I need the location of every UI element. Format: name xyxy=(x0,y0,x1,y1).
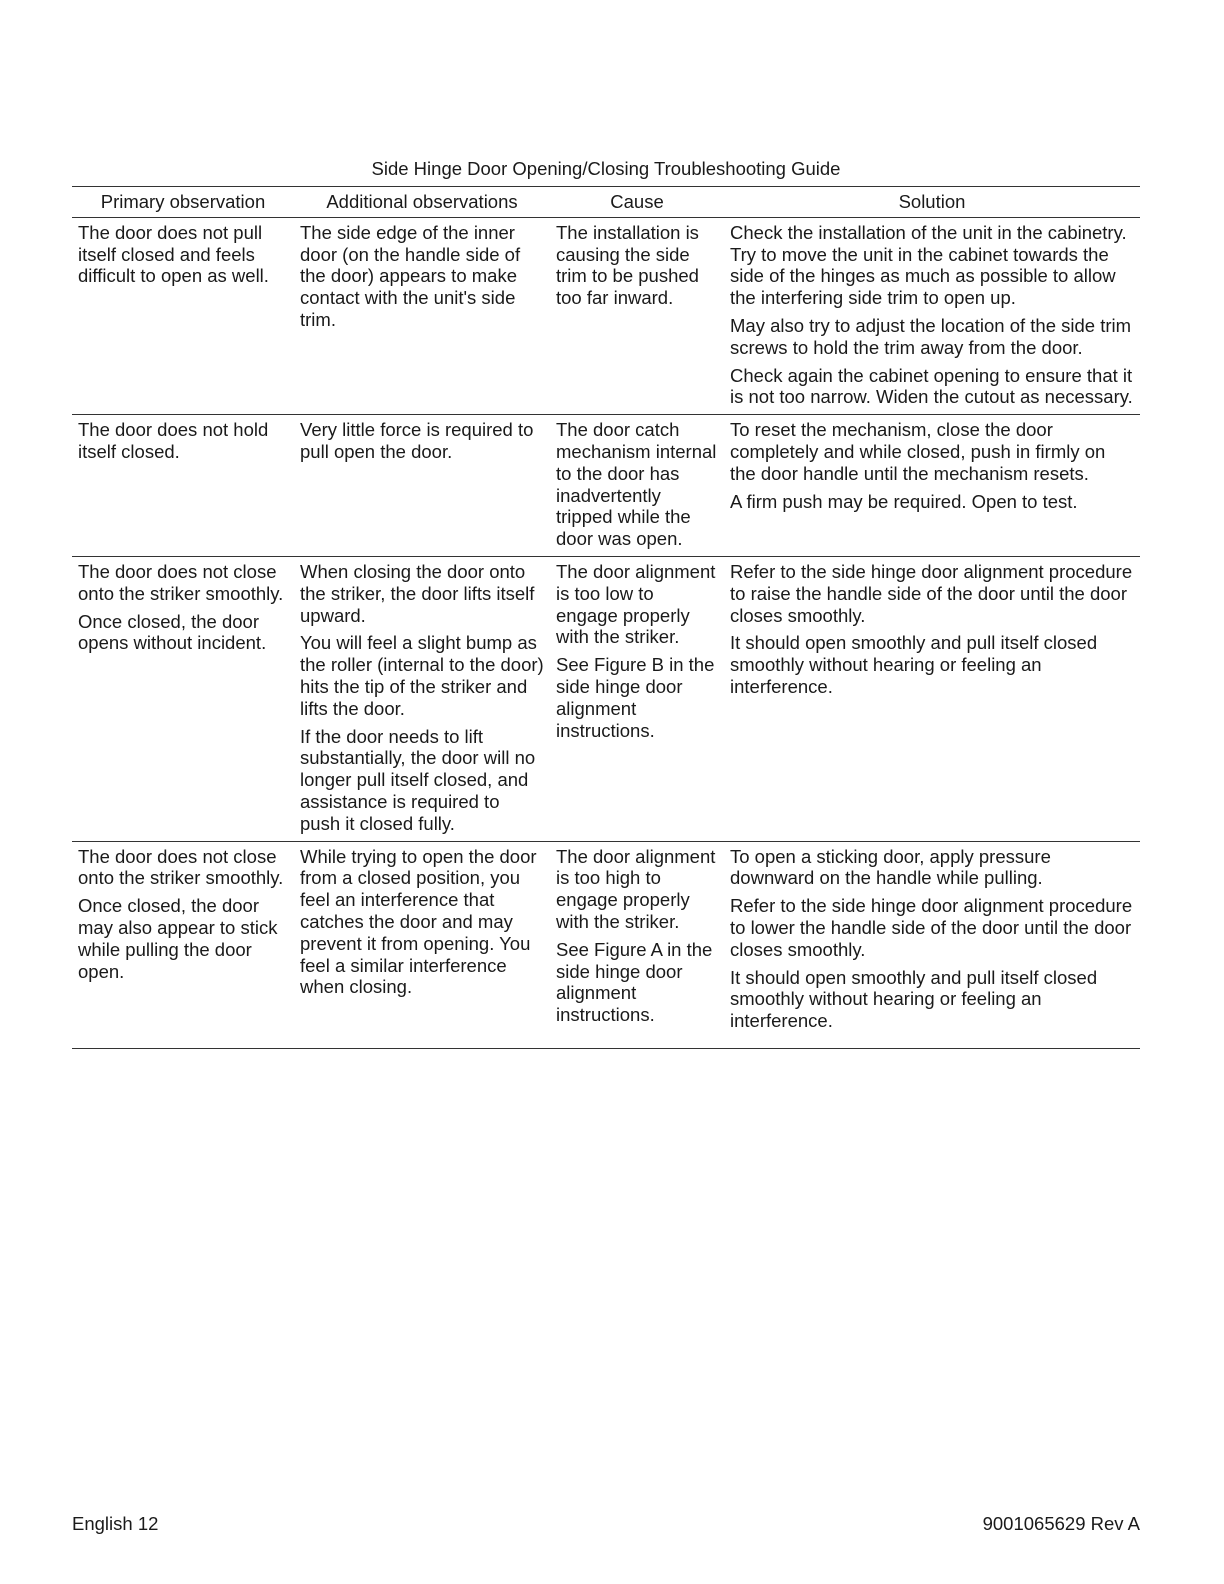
cell-paragraph: Refer to the side hinge door alignment procedure to lower the handle side of the door until the door closes smoothly. xyxy=(730,895,1133,960)
cell-paragraph: The door alignment is too low to engage properly with the striker. xyxy=(556,560,716,648)
solution-cell xyxy=(724,841,1140,1048)
cell-paragraph: The door alignment is too high to engage properly with the striker. xyxy=(556,845,716,932)
column-header-primary-observation: Primary observation xyxy=(100,191,266,212)
column-header-cause: Cause xyxy=(610,191,664,212)
cell-paragraph: When closing the door onto the striker, the door lifts itself upward. xyxy=(300,560,535,626)
cell-paragraph: It should open smoothly and pull itself closed smoothly without hearing or feeling an interference. xyxy=(730,632,1098,697)
cell-paragraph: The door does not close onto the striker smoothly. xyxy=(78,560,284,604)
cell-paragraph: Very little force is required to pull open the door. xyxy=(300,419,534,462)
cell-paragraph: Refer to the side hinge door alignment procedure to raise the handle side of the door until the door closes smoothly. xyxy=(730,560,1133,626)
cause-cell xyxy=(550,217,724,414)
cell-paragraph: The door does not close onto the striker smoothly. xyxy=(78,845,284,889)
cause-cell xyxy=(550,556,724,841)
cell-paragraph: The side edge of the inner door (on the handle side of the door) appears to make contact with the unit's side trim. xyxy=(300,221,521,330)
primary-observation-cell xyxy=(72,841,294,1048)
cell-paragraph: The installation is causing the side trim to be pushed too far inward. xyxy=(556,221,699,309)
cell-paragraph: Check the installation of the unit in the cabinetry. Try to move the unit in the cabinet towards the side of the hinges as much as possible to allow the interfering side trim to open up. xyxy=(730,221,1127,309)
primary-observation-cell xyxy=(72,556,294,841)
cell-paragraph: While trying to open the door from a closed position, you feel an interference that catches the door and may prevent it from opening. You feel a similar interference when closing. xyxy=(300,845,537,998)
column-header-solution: Solution xyxy=(898,191,966,212)
column-header-additional-observations: Additional observations xyxy=(326,191,518,212)
cell-paragraph: Check again the cabinet opening to ensure that it is not too narrow. Widen the cutout as necessary. xyxy=(730,364,1133,408)
cell-paragraph: The door does not hold itself closed. xyxy=(78,419,269,462)
cell-paragraph: It should open smoothly and pull itself closed smoothly without hearing or feeling an interference. xyxy=(730,966,1098,1032)
additional-observations-cell xyxy=(294,217,550,414)
cell-paragraph: May also try to adjust the location of the side trim screws to hold the trim away from the door. xyxy=(730,314,1132,358)
cell-paragraph: You will feel a slight bump as the roller (internal to the door) hits the tip of the striker and lifts the door. xyxy=(300,632,544,719)
cell-paragraph: Once closed, the door opens without incident. xyxy=(78,610,267,654)
page-title: Side Hinge Door Opening/Closing Troubleshooting Guide xyxy=(371,158,841,179)
footer-document-number: 9001065629 Rev A xyxy=(982,1513,1140,1534)
additional-observations-cell xyxy=(294,556,550,841)
cell-paragraph: Once closed, the door may also appear to stick while pulling the door open. xyxy=(78,895,278,982)
cell-paragraph: To reset the mechanism, close the door completely and while closed, push in firmly on the door handle until the mechanism resets. xyxy=(730,419,1106,484)
table-row xyxy=(72,841,1140,1048)
cause-cell xyxy=(550,841,724,1048)
cell-paragraph: To open a sticking door, apply pressure downward on the handle while pulling. xyxy=(730,845,1051,889)
primary-observation-cell xyxy=(72,415,294,557)
solution-cell xyxy=(724,217,1140,414)
troubleshooting-table xyxy=(72,186,1140,1049)
cell-paragraph: If the door needs to lift substantially, the door will no longer pull itself closed, and assistance is required to push it closed fully. xyxy=(300,725,536,834)
table-row xyxy=(72,415,1140,557)
table-row xyxy=(72,217,1140,414)
cell-paragraph: A firm push may be required. Open to test. xyxy=(730,490,1078,512)
footer-page-number: English 12 xyxy=(72,1513,159,1534)
solution-cell xyxy=(724,556,1140,841)
cell-paragraph: The door catch mechanism internal to the door has inadvertently tripped while the door was open. xyxy=(556,419,717,550)
table-header-row xyxy=(72,187,1140,218)
primary-observation-cell xyxy=(72,217,294,414)
table-row xyxy=(72,556,1140,841)
additional-observations-cell xyxy=(294,841,550,1048)
cell-paragraph: See Figure B in the side hinge door alignment instructions. xyxy=(556,654,715,741)
additional-observations-cell xyxy=(294,415,550,557)
cell-paragraph: See Figure A in the side hinge door alignment instructions. xyxy=(556,938,713,1026)
cell-paragraph: The door does not pull itself closed and feels difficult to open as well. xyxy=(78,221,269,287)
solution-cell xyxy=(724,415,1140,557)
cause-cell xyxy=(550,415,724,557)
